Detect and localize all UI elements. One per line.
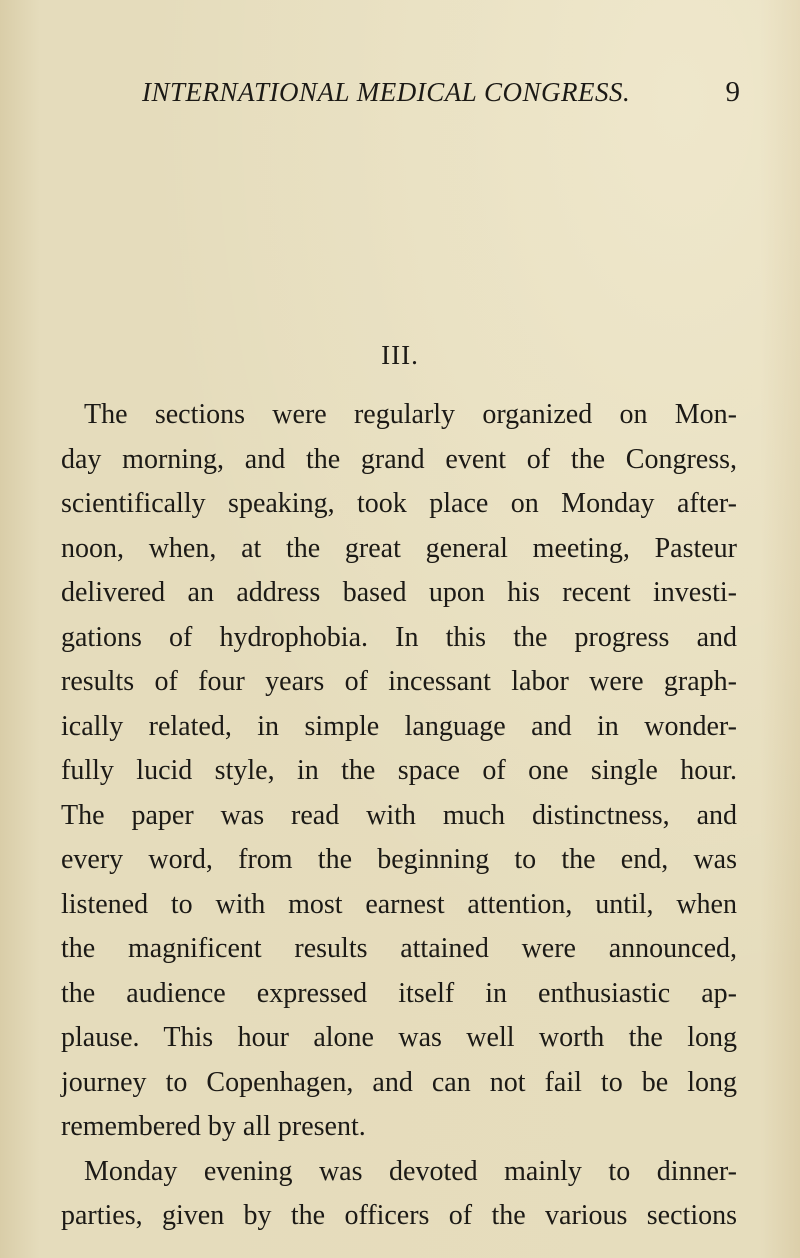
text-line: scientifically speaking, took place on Monday after- — [61, 488, 737, 519]
text-line: fully lucid style, in the space of one single hour. — [61, 755, 737, 786]
text-line: journey to Copenhagen, and can not fail to be long — [61, 1066, 737, 1098]
text-line: gations of hydrophobia. In this the progress and — [61, 621, 737, 653]
text-line: delivered an address based upon his recent investi- — [61, 577, 737, 608]
text-line: the magnificent results attained were announced, — [61, 933, 737, 964]
text-line: remembered by all present. — [61, 1111, 366, 1142]
text-line: listened to with most earnest attention, until, when — [61, 888, 737, 920]
text-line: noon, when, at the great general meeting, Pasteur — [61, 532, 737, 564]
text-line: the audience expressed itself in enthusiastic ap- — [61, 977, 737, 1009]
text-line: The paper was read with much distinctness, and — [61, 799, 737, 831]
text-line: ically related, in simple language and in wonder- — [61, 710, 737, 742]
page-number: 9 — [725, 76, 740, 108]
text-line: The sections were regularly organized on Mon- — [84, 399, 737, 430]
section-heading: III. — [381, 340, 419, 370]
text-line: every word, from the beginning to the end, was — [61, 844, 737, 875]
body-text — [61, 393, 737, 1239]
paragraph — [61, 393, 737, 1150]
paragraph — [61, 1150, 737, 1239]
text-line: results of four years of incessant labor were graph- — [61, 666, 737, 697]
text-line: parties, given by the officers of the various sections — [61, 1200, 737, 1231]
running-head — [120, 76, 740, 109]
running-title: INTERNATIONAL MEDICAL CONGRESS. — [142, 77, 631, 107]
text-line: day morning, and the grand event of the Congress, — [61, 443, 737, 475]
text-line: plause. This hour alone was well worth the long — [61, 1022, 737, 1053]
text-line: Monday evening was devoted mainly to dinner- — [84, 1155, 737, 1187]
